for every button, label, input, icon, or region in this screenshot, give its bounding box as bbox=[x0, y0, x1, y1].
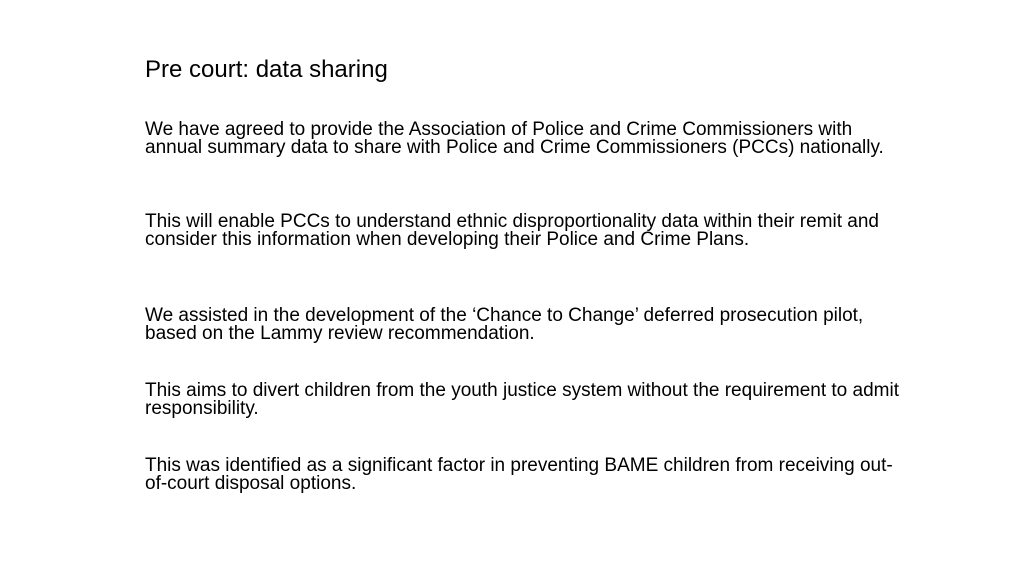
paragraph-divert-children: This aims to divert children from the youth justice system without the requirement to admit responsibility. bbox=[145, 380, 899, 419]
paragraph-pcc-understanding: This will enable PCCs to understand ethnic disproportionality data within their remit and consider this information when developing their Police and Crime Plans. bbox=[145, 211, 879, 250]
paragraph-bame-factor: This was identified as a significant factor in preventing BAME children from receiving out-of-court disposal options. bbox=[145, 455, 893, 494]
paragraph-chance-to-change: We assisted in the development of the ‘Chance to Change’ deferred prosecution pilot, based on the Lammy review recommendation. bbox=[145, 305, 864, 344]
slide-title: Pre court: data sharing bbox=[145, 56, 388, 83]
paragraph-data-sharing-agreement: We have agreed to provide the Association of Police and Crime Commissioners with annual summary data to share with Police and Crime Commissioners (PCCs) nationally. bbox=[145, 119, 884, 158]
